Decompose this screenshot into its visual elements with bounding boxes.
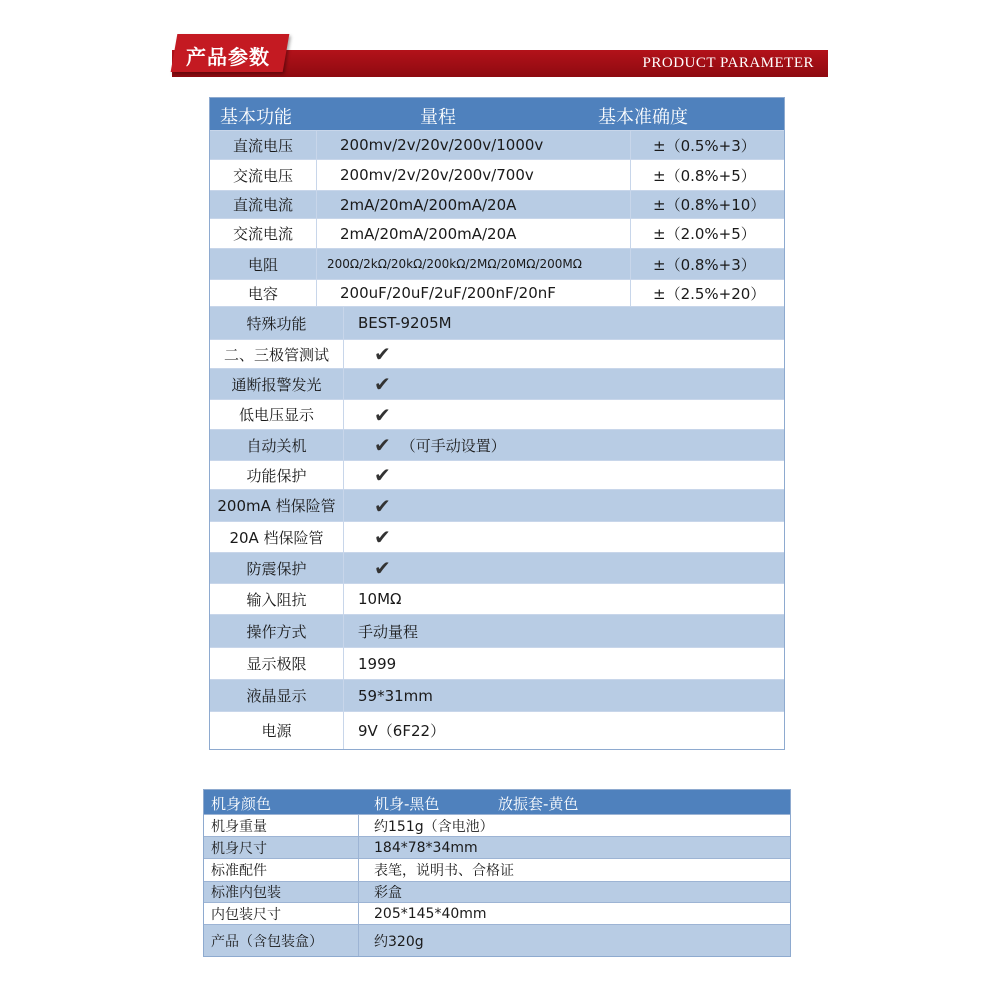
- package-row: [204, 881, 790, 902]
- feature-label: 功能保护: [246, 466, 307, 485]
- header-accuracy: 基本准确度: [598, 107, 688, 128]
- feature-label: 输入阻抗: [246, 590, 307, 609]
- feature-label: 自动关机: [246, 436, 307, 455]
- package-row: [204, 814, 790, 836]
- spec-accuracy: ±（0.8%+10）: [630, 191, 784, 218]
- feature-value: 9V（6F22）: [358, 722, 446, 740]
- package-label: 机身尺寸: [211, 840, 267, 857]
- spec-accuracy: ±（2.0%+5）: [630, 219, 784, 248]
- feature-row: [210, 647, 784, 679]
- checkmark-icon: ✔: [374, 402, 391, 427]
- feature-value-cell: [343, 522, 784, 552]
- feature-label: 电源: [261, 722, 292, 740]
- checkmark-icon: ✔: [374, 525, 391, 549]
- package-label: 内包装尺寸: [211, 906, 281, 923]
- package-row: [204, 858, 790, 881]
- feature-row: [210, 614, 784, 647]
- header-sleeve-color: 放振套-黄色: [498, 795, 579, 813]
- feature-label: 通断报警发光: [231, 375, 322, 394]
- feature-row: [210, 306, 784, 339]
- checkmark-icon: ✔: [374, 342, 391, 366]
- header-range: 量程: [420, 107, 456, 128]
- checkmark-icon: ✔: [374, 493, 391, 518]
- feature-label: 二、三极管测试: [223, 345, 329, 364]
- feature-value-cell: [343, 615, 784, 647]
- banner-title-cn: 产品参数: [186, 45, 270, 69]
- spec-function: 交流电压: [232, 166, 293, 185]
- feature-value-cell: [343, 461, 784, 489]
- feature-value-cell: [343, 584, 784, 614]
- feature-label: 特殊功能: [246, 314, 307, 333]
- package-table-header: [204, 790, 790, 814]
- package-table: [203, 789, 791, 957]
- header-banner: [172, 47, 828, 77]
- checkmark-icon: ✔: [374, 372, 391, 396]
- spec-function: 电容: [247, 284, 278, 303]
- package-row: [204, 836, 790, 858]
- package-label: 标准配件: [211, 863, 267, 879]
- feature-row: [210, 460, 784, 489]
- feature-row: [210, 679, 784, 711]
- spec-range: 2mA/20mA/200mA/20A: [316, 219, 630, 248]
- spec-range: 2mA/20mA/200mA/20A: [316, 191, 630, 218]
- feature-value: 1999: [358, 654, 397, 673]
- spec-range: 200mv/2v/20v/200v/700v: [316, 160, 630, 190]
- feature-row: [210, 521, 784, 552]
- spec-row: [210, 248, 784, 279]
- package-value: 184*78*34mm: [358, 837, 790, 858]
- spec-function: 直流电压: [232, 136, 293, 155]
- spec-range: 200Ω/2kΩ/20kΩ/200kΩ/2MΩ/20MΩ/200MΩ: [316, 249, 630, 279]
- feature-label: 200mA 档保险管: [217, 497, 336, 515]
- feature-value: 59*31mm: [358, 686, 433, 705]
- package-value: 约320g: [358, 925, 790, 956]
- spec-accuracy: ±（2.5%+20）: [630, 280, 784, 306]
- feature-label: 显示极限: [246, 655, 307, 673]
- checkmark-icon: ✔: [374, 463, 391, 487]
- feature-value: BEST-9205M: [358, 314, 452, 332]
- feature-value: 10MΩ: [358, 590, 402, 608]
- header-function: 基本功能: [220, 107, 292, 128]
- package-value: 彩盒: [358, 882, 790, 902]
- checkmark-icon: ✔: [374, 556, 391, 580]
- package-label: 产品（含包装盒）: [211, 933, 323, 950]
- spec-accuracy: ±（0.8%+3）: [630, 249, 784, 279]
- feature-value-cell: [343, 430, 784, 460]
- feature-row: [210, 489, 784, 521]
- spec-table-header: [210, 98, 784, 130]
- header-body-color: 机身-黑色: [374, 795, 440, 813]
- checkmark-icon: ✔: [374, 433, 391, 457]
- package-label: 标准内包装: [211, 885, 281, 901]
- spec-accuracy: ±（0.5%+3）: [630, 131, 784, 159]
- spec-row: [210, 130, 784, 159]
- banner-title-en: PRODUCT PARAMETER: [642, 55, 814, 71]
- package-value: 约151g（含电池）: [358, 815, 790, 836]
- package-value: 表笔，说明书、合格证: [358, 859, 790, 881]
- package-row: [204, 924, 790, 956]
- feature-row: [210, 583, 784, 614]
- package-value: 205*145*40mm: [358, 903, 790, 924]
- spec-row: [210, 218, 784, 248]
- feature-value-cell: [343, 553, 784, 583]
- feature-value: 手动量程: [358, 622, 419, 641]
- feature-row: [210, 711, 784, 749]
- spec-function: 交流电流: [232, 225, 293, 243]
- feature-value-cell: [343, 400, 784, 429]
- package-label: 机身重量: [211, 818, 267, 835]
- feature-value-cell: [343, 680, 784, 711]
- package-row: [204, 902, 790, 924]
- spec-row: [210, 159, 784, 190]
- spec-function: 电阻: [247, 255, 278, 274]
- feature-value-cell: [343, 712, 784, 749]
- feature-label: 防震保护: [246, 559, 307, 578]
- feature-value-cell: [343, 369, 784, 399]
- spec-row: [210, 279, 784, 306]
- feature-row: [210, 339, 784, 368]
- spec-row: [210, 190, 784, 218]
- spec-table: [209, 97, 785, 750]
- feature-row: [210, 399, 784, 429]
- feature-value-cell: [343, 340, 784, 368]
- feature-row: [210, 429, 784, 460]
- feature-value-cell: [343, 648, 784, 679]
- feature-value: （可手动设置）: [400, 436, 506, 455]
- feature-value-cell: [343, 490, 784, 521]
- spec-range: 200mv/2v/20v/200v/1000v: [316, 131, 630, 159]
- spec-function: 直流电流: [232, 196, 293, 214]
- feature-label: 20A 档保险管: [229, 528, 324, 547]
- feature-row: [210, 552, 784, 583]
- spec-range: 200uF/20uF/2uF/200nF/20nF: [316, 280, 630, 306]
- header-body-color-label: 机身颜色: [211, 795, 272, 813]
- feature-label: 液晶显示: [246, 687, 307, 705]
- feature-value-cell: [343, 307, 784, 339]
- feature-row: [210, 368, 784, 399]
- spec-accuracy: ±（0.8%+5）: [630, 160, 784, 190]
- feature-label: 操作方式: [246, 622, 307, 641]
- feature-label: 低电压显示: [238, 406, 314, 424]
